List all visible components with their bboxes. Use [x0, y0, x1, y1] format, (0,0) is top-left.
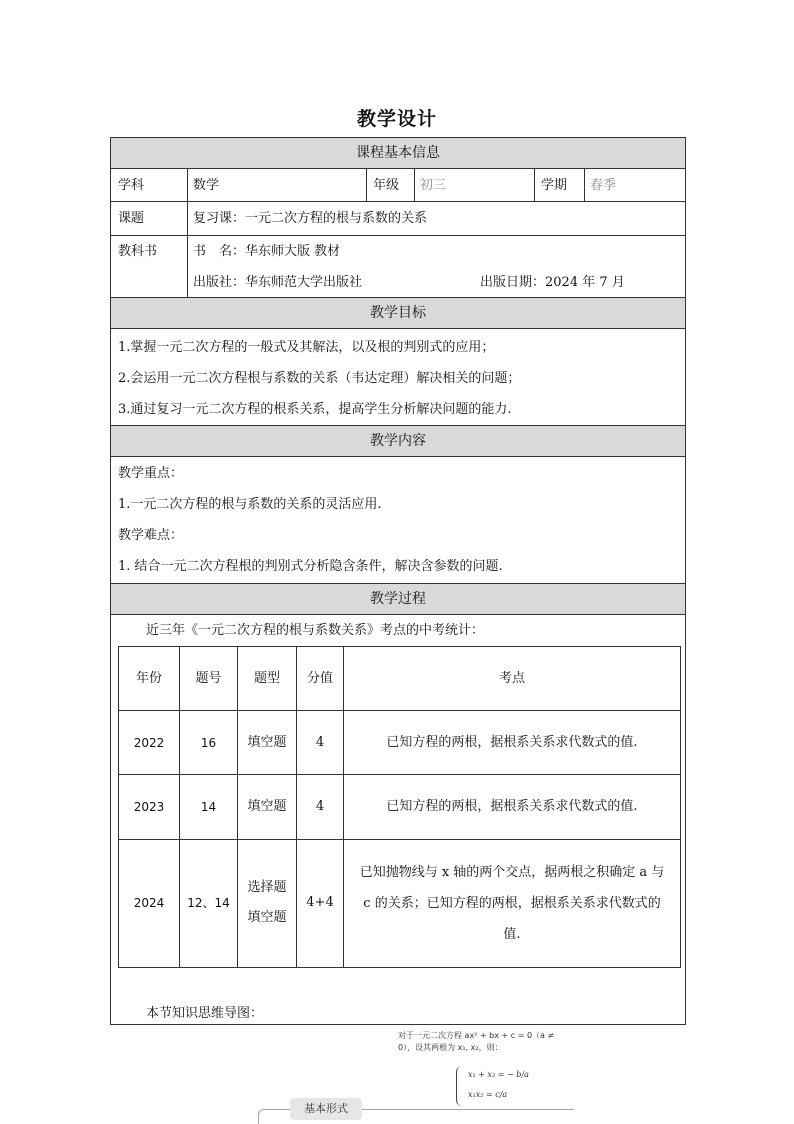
- cell-type: 填空题: [238, 711, 297, 775]
- vieta-sum-formula: x₁ + x₂ = − b/a: [468, 1070, 529, 1079]
- goal-item-3: 3.通过复习一元二次方程的根系关系，提高学生分析解决问题的能力.: [118, 402, 512, 417]
- mindmap-note-line-2: 0），设其两根为 x₁, x₂，则：: [398, 1043, 503, 1052]
- exam-point-line-2: c 的关系；已知方程的两根，据根系关系求代数式的: [363, 895, 661, 911]
- row-divider: [110, 235, 686, 236]
- section-header-content: 教学内容: [110, 425, 686, 457]
- grade-label: 年级: [373, 178, 400, 193]
- publisher: 出版社：华东师范大学出版社: [193, 275, 363, 290]
- cell-type-line-1: 选择题: [247, 880, 287, 896]
- mindmap-connector: [258, 1109, 291, 1124]
- subject-label: 学科: [118, 178, 145, 193]
- col-divider: [414, 169, 415, 201]
- subject-value: 数学: [193, 178, 220, 193]
- textbook-label: 教科书: [118, 244, 158, 259]
- mindmap-note: [398, 1030, 598, 1054]
- table-row: [119, 775, 681, 839]
- cell-number: 16: [180, 711, 238, 775]
- vieta-product-formula: x₁x₂ = c/a: [468, 1090, 508, 1099]
- difficulty-item: 1. 结合一元二次方程根的判别式分析隐含条件，解决含参数的问题.: [118, 559, 503, 574]
- exam-point-line-1: 已知抛物线与 x 轴的两个交点，据两根之积确定 a 与: [359, 864, 665, 880]
- topic-value: 复习课：一元二次方程的根与系数的关系: [193, 211, 428, 226]
- cell-type: 填空题: [238, 775, 297, 839]
- document-title: 教学设计: [356, 108, 437, 130]
- book-name: 书 名：华东师大版 教材: [193, 244, 341, 259]
- term-value: 春季: [590, 178, 617, 193]
- exam-stats-intro: 近三年《一元二次方程的根与系数关系》考点的中考统计：: [146, 623, 485, 638]
- mindmap-label: 本节知识思维导图：: [146, 1006, 264, 1021]
- section-header-goals: 教学目标: [110, 297, 686, 329]
- header-exam-point: 考点: [344, 647, 681, 711]
- cell-number: 14: [180, 775, 238, 839]
- header-year: 年份: [119, 647, 180, 711]
- col-divider: [584, 169, 585, 201]
- exam-point-line-3: 值.: [503, 926, 521, 942]
- col-divider: [187, 169, 188, 201]
- key-point-label: 教学重点：: [118, 466, 184, 481]
- header-number: 题号: [180, 647, 238, 711]
- col-divider: [366, 169, 367, 201]
- mindmap-node-basic-form[interactable]: 基本形式: [290, 1098, 362, 1120]
- row-divider: [110, 201, 686, 202]
- section-header-basic-info: 课程基本信息: [110, 137, 686, 169]
- cell-year: 2022: [119, 711, 180, 775]
- table-header-row: [119, 647, 681, 711]
- col-divider: [187, 201, 188, 297]
- cell-exam-point: [344, 839, 681, 967]
- goal-item-1: 1.掌握一元二次方程的一般式及其解法，以及根的判别式的应用；: [118, 340, 495, 355]
- cell-score: 4: [297, 711, 344, 775]
- cell-number: 12、14: [180, 839, 238, 967]
- term-label: 学期: [541, 178, 568, 193]
- mindmap-connector: [362, 1109, 574, 1110]
- table-row: [119, 711, 681, 775]
- mindmap-note-line-1: 对于一元二次方程 ax² + bx + c = 0（a ≠: [398, 1031, 555, 1040]
- cell-exam-point: 已知方程的两根，据根系关系求代数式的值.: [344, 775, 681, 839]
- cell-score: 4: [297, 775, 344, 839]
- cell-year: 2023: [119, 775, 180, 839]
- cell-score: 4+4: [297, 839, 344, 967]
- cell-type: [238, 839, 297, 967]
- header-score: 分值: [297, 647, 344, 711]
- cell-exam-point: 已知方程的两根，据根系关系求代数式的值.: [344, 711, 681, 775]
- cell-type-line-2: 填空题: [247, 910, 287, 926]
- difficulty-label: 教学难点：: [118, 528, 184, 543]
- cell-year: 2024: [119, 839, 180, 967]
- goal-item-2: 2.会运用一元二次方程根与系数的关系（韦达定理）解决相关的问题；: [118, 371, 521, 386]
- col-divider: [534, 169, 535, 201]
- key-point-item: 1.一元二次方程的根与系数的关系的灵活应用.: [118, 497, 382, 512]
- mindmap-brace: [456, 1066, 465, 1106]
- section-header-process: 教学过程: [110, 583, 686, 615]
- publish-date: 出版日期：2024 年 7 月: [480, 275, 625, 290]
- header-type: 题型: [238, 647, 297, 711]
- table-row: [119, 839, 681, 967]
- grade-value: 初三: [420, 178, 447, 193]
- exam-stats-table: [118, 646, 681, 968]
- topic-label: 课题: [118, 211, 145, 226]
